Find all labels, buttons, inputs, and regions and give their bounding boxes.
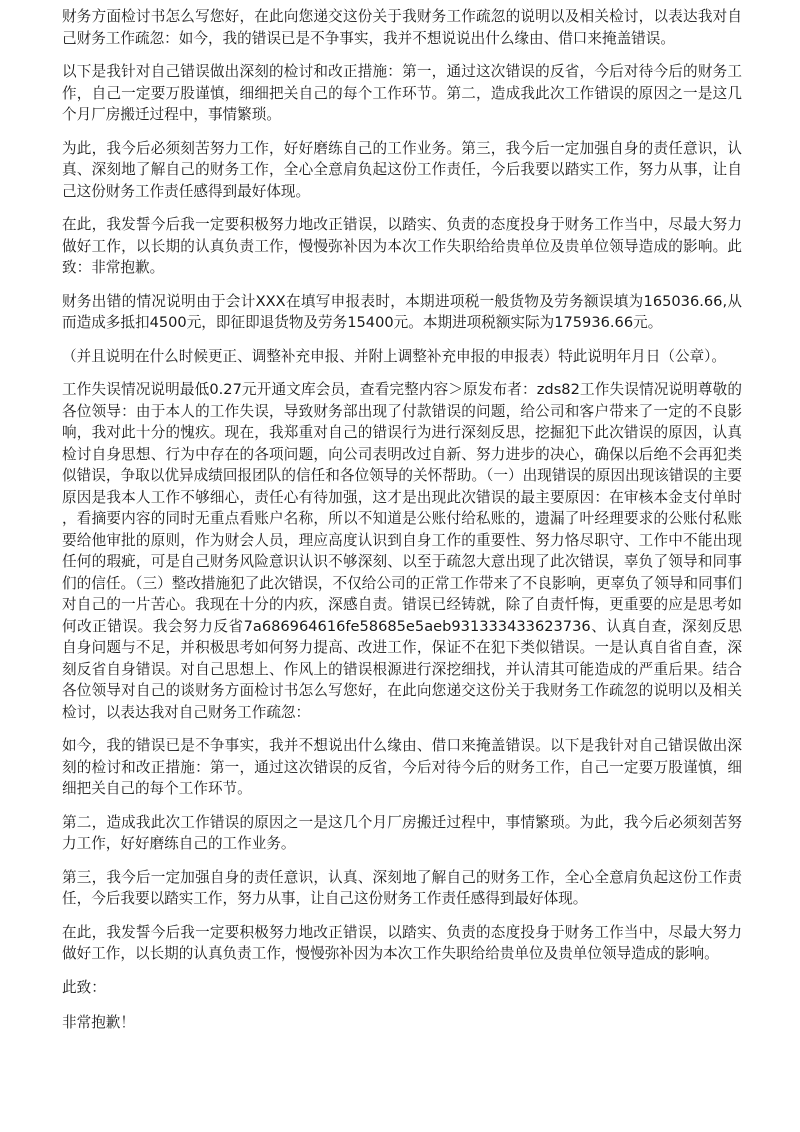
paragraph-correction-note: （并且说明在什么时候更正、调整补充申报、并附上调整补充申报的申报表）特此说明年月日（公章）。	[62, 347, 727, 365]
document-body	[62, 6, 742, 1048]
paragraph-intro: 财务方面检讨书怎么写您好，在此向您递交这份关于我财务工作疏忽的说明以及相关检讨，以表达我对自己财务工作疏忽：如今，我的错误已是不争事实，我并不想说说出什么缘由、借口来掩盖错误。	[62, 8, 742, 47]
paragraph-reflection: 如今，我的错误已是不争事实，我并不想说出什么缘由、借口来掩盖错误。以下是我针对自己错误做出深刻的检讨和改正措施：第一，通过这次错误的反省，今后对待今后的财务工作，自己一定要万股谨慎，细细把关自己的每个工作环节。	[62, 737, 742, 797]
paragraph-third-measure: 为此，我今后必须刻苦努力工作，好好磨练自己的工作业务。第三，我今后一定加强自身的责任意识，认真、深刻地了解自己的财务工作，全心全意肩负起这份工作责任，今后我要以踏实工作，努力从事，让自己这份财务工作责任感得到最好体现。	[62, 139, 742, 200]
paragraph-final-pledge: 在此，我发誓今后我一定要积极努力地改正错误，以踏实、负责的态度投身于财务工作当中，尽最大努力做好工作，以长期的认真负责工作，慢慢弥补因为本次工作失职给给贵单位及贵单位领导造成的影响。	[62, 923, 742, 962]
paragraph-second-reason: 第二，造成我此次工作错误的原因之一是这几个月厂房搬迁过程中，事情繁琐。为此，我今后必须刻苦努力工作，好好磨练自己的工作业务。	[62, 813, 742, 852]
paragraph-error-statement: 财务出错的情况说明由于会计XXX在填写申报表时，本期进项税一般货物及劳务额误填为165036.66,从而造成多抵扣4500元，即征即退货物及劳务15400元。本期进项税额实际为175936.66元。	[62, 292, 742, 331]
closing-apology: 非常抱歉！	[62, 1014, 135, 1031]
paragraph-first-second-measures: 以下是我针对自己错误做出深刻的检讨和改正措施：第一，通过这次错误的反省，今后对待今后的财务工作，自己一定要万股谨慎，细细把关自己的每个工作环节。第二，造成我此次工作错误的原因之一是这几个月厂房搬迁过程中，事情繁琐。	[62, 63, 742, 123]
paragraph-work-error-report: 工作失误情况说明最低0.27元开通文库会员，查看完整内容＞原发布者：zds82工作失误情况说明尊敬的各位领导：由于本人的工作失误，导致财务部出现了付款错误的问题，给公司和客户带来了一定的不良影响，我对此十分的愧疚。现在，我郑重对自己的错误行为进行深刻反思，挖掘犯下此次错误的原因，认真检讨自身思想、行为中存在的各项问题，向公司表明改过自新、努力进步的决心，确保以后绝不会再犯类似错误，争取以优异成绩回报团队的信任和各位领导的关怀帮助。（一）出现错误的原因出现该错误的主要原因是我本人工作不够细心，责任心有待加强，这才是出现此次错误的最主要原因：在审核本金支付单时，看摘要内容的同时无重点看账户名称，所以不知道是公账付给私账的，遗漏了叶经理要求的公账付私账要给他审批的原则，作为财会人员，理应高度认识到自身工作的重要性、努力恪尽职守、工作中不能出现任何的瑕疵，可是自己财务风险意识认识不够深刻、以至于疏忽大意出现了此次错误，辜负了领导和同事们的信任。（三）整改措施犯了此次错误，不仅给公司的正常工作带来了不良影响，更辜负了领导和同事们对自己的一片苦心。我现在十分的内疚，深感自责。错误已经铸就，除了自责忏悔，更重要的应是思考如何改正错误。我会努力反省7a686964616fe58685e5aeb931333433623736、认真自查，深刻反思自身问题与不足，并积极思考如何努力提高、改进工作，保证不在犯下类似错误。一是认真自省自查，深刻反省自身错误。对自己思想上、作风上的错误根源进行深挖细找，并认清其可能造成的严重后果。结合各位领导对自己的谈财务方面检讨书怎么写您好，在此向您递交这份关于我财务工作疏忽的说明以及相关检讨，以表达我对自己财务工作疏忽：	[62, 381, 742, 721]
paragraph-pledge: 在此，我发誓今后我一定要积极努力地改正错误，以踏实、负责的态度投身于财务工作当中，尽最大努力做好工作，以长期的认真负责工作，慢慢弥补因为本次工作失职给给贵单位及贵单位领导造成的影响。此致：非常抱歉。	[62, 216, 742, 276]
closing-salutation: 此致：	[62, 978, 106, 996]
paragraph-third-responsibility: 第三，我今后一定加强自身的责任意识，认真、深刻地了解自己的财务工作，全心全意肩负起这份工作责任，今后我要以踏实工作，努力从事，让自己这份财务工作责任感得到最好体现。	[62, 868, 742, 907]
